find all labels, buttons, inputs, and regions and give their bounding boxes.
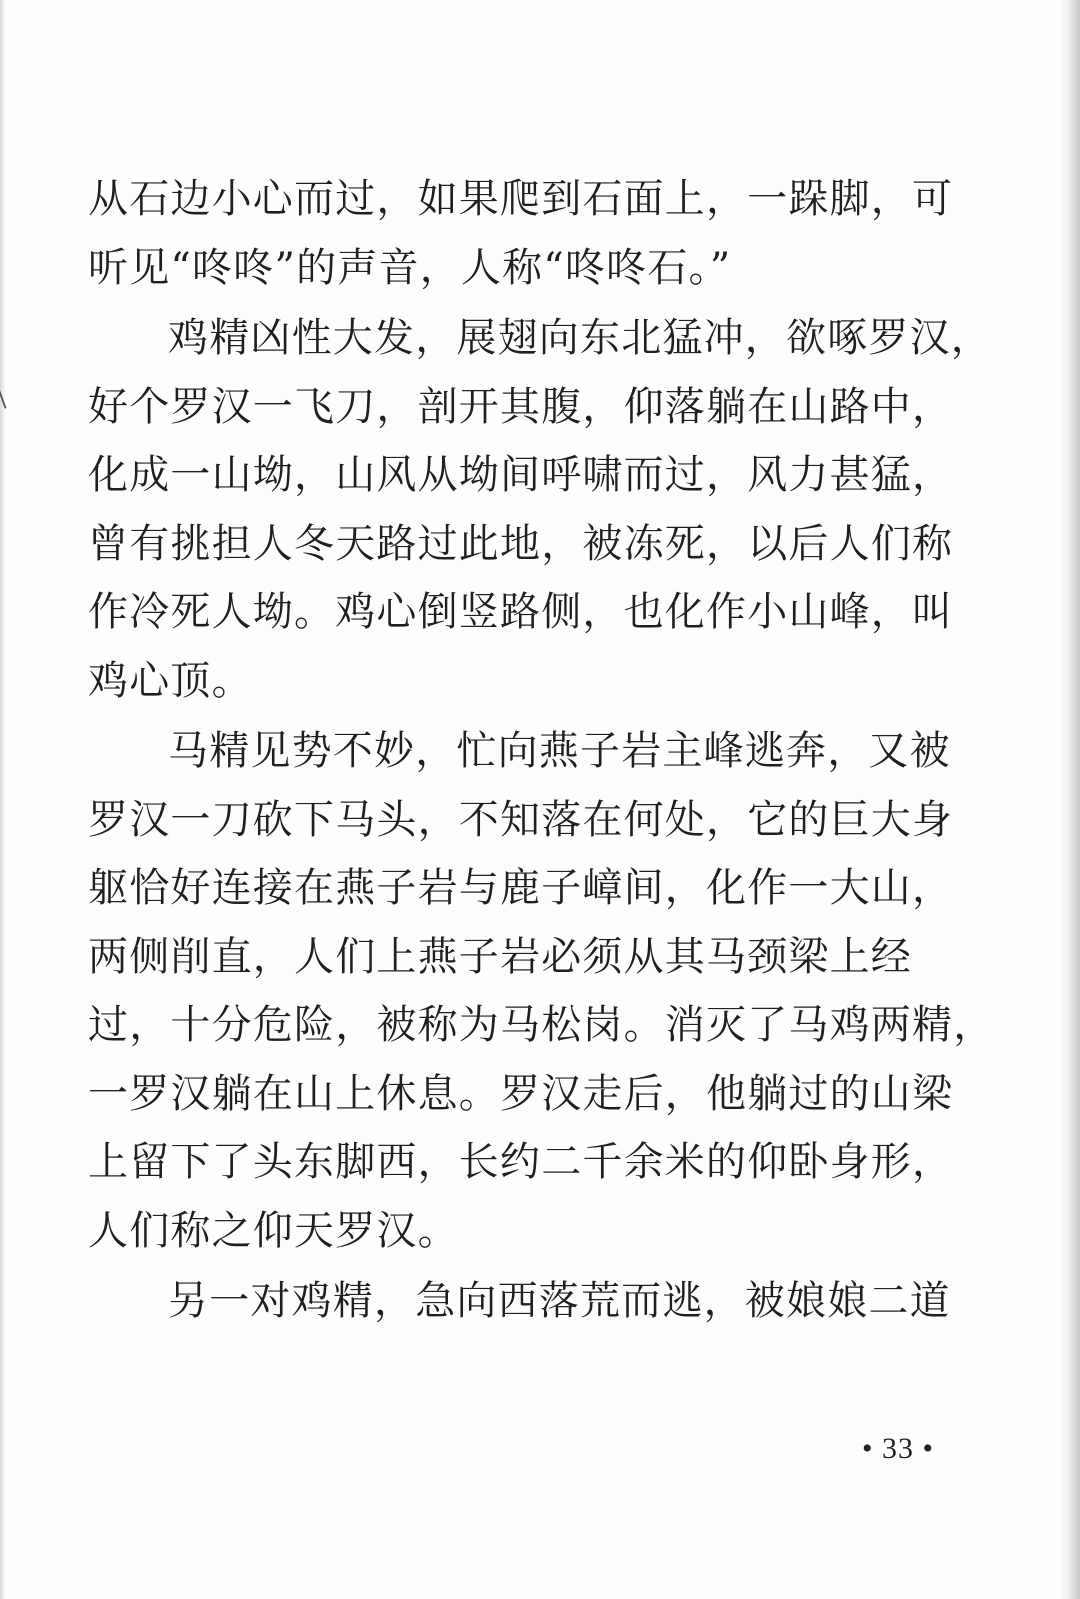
text-line: 曾有挑担人冬天路过此地，被冻死，以后人们称 bbox=[88, 520, 954, 567]
paragraph bbox=[88, 717, 995, 1265]
text-line: 作冷死人坳。鸡心倒竖路侧，也化作小山峰，叫 bbox=[88, 589, 954, 635]
text-line: 过，十分危险，被称为马松岗。消灭了马鸡两精， bbox=[88, 1002, 995, 1048]
text-line: 化成一山坳，山风从坳间呼啸而过，风力甚猛， bbox=[88, 452, 954, 498]
text-line: 人们称之仰天罗汉。 bbox=[88, 1207, 459, 1254]
text-line: 从石边小心而过，如果爬到石面上，一跺脚，可 bbox=[88, 176, 954, 222]
text-line: 好个罗汉一飞刀，剖开其腹，仰落躺在山路中， bbox=[88, 383, 954, 430]
text-line: 鸡精凶性大发，展翅向东北猛冲，欲啄罗汉， bbox=[168, 315, 992, 361]
text-line: 鸡心顶。 bbox=[88, 657, 253, 704]
body-text bbox=[88, 165, 995, 1336]
text-line: 躯恰好连接在燕子岩与鹿子嶂间，化作一大山， bbox=[88, 865, 954, 911]
text-line: 另一对鸡精，急向西落荒而逃，被娘娘二道 bbox=[168, 1278, 951, 1324]
paragraph bbox=[88, 1267, 951, 1336]
text-line: 两侧削直，人们上燕子岩必须从其马颈梁上经 bbox=[88, 933, 912, 980]
page-number: • 33 • bbox=[861, 1432, 934, 1465]
text-line: 马精见势不妙，忙向燕子岩主峰逃奔，又被 bbox=[168, 728, 951, 774]
text-line: 上留下了头东脚西，长约二千余米的仰卧身形， bbox=[88, 1139, 954, 1185]
text-line: 听见“咚咚”的声音，人称“咚咚石。” bbox=[88, 244, 732, 291]
page-left-edge-shadow bbox=[0, 0, 6, 1599]
scan-artifact-mark bbox=[0, 379, 24, 408]
page-right-edge-shadow bbox=[1058, 0, 1080, 1599]
paragraph bbox=[88, 304, 992, 715]
text-line: 罗汉一刀砍下马头，不知落在何处，它的巨大身 bbox=[88, 796, 954, 843]
paragraph bbox=[88, 165, 954, 302]
text-line: 一罗汉躺在山上休息。罗汉走后，他躺过的山梁 bbox=[88, 1070, 954, 1117]
